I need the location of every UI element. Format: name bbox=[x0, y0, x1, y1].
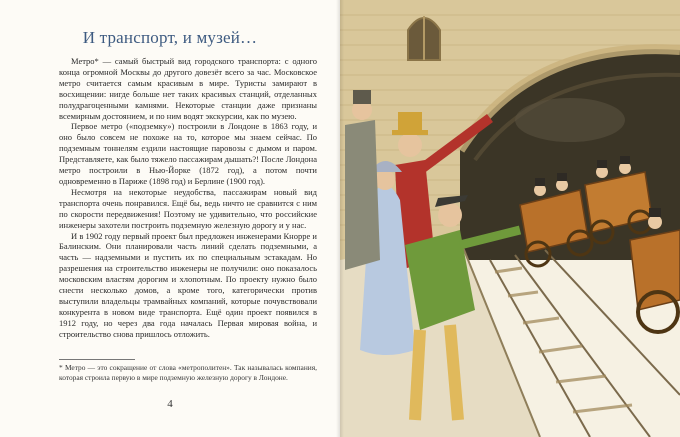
illustration bbox=[340, 0, 680, 437]
body-text bbox=[59, 56, 317, 340]
book-gutter bbox=[336, 0, 344, 437]
footnote: * Метро — это сокращение от слова «метрополитен». Так называлась компания, которая строила первую в мире подземную железную дорогу в Лондоне. bbox=[59, 363, 317, 382]
paragraph: Метро* — самый быстрый вид городского транспорта: с одного конца огромной Москвы до другого довезёт всего за час. Московское метро считается самым красивым в мире. Туристы замирают в восхищении: нигде больше нет таких красивых станций, отделанных полудрагоценными камнями. Некоторые станции даже признаны всемирным достоянием, и по ним водят экскурсии, как по музею. bbox=[59, 56, 317, 121]
page-title: И транспорт, и музей… bbox=[82, 28, 258, 47]
paragraph: И в 1902 году первый проект был предложен инженерами Кнорре и Балинским. Они планировали часть линий сделать подземными, а часть — надземными и пустить их по специальным эстакадам. Но разрешения на строительство инженеры не получили: оно показалось московским властям дорогим и хлопотным. По проекту нужно было снести несколько домов, а кроме того, категорически против выступили владельцы трамвайных компаний, которые почувствовали конкурента в новом виде транспорта. Ещё один проект появился в 1912 году, но через два года началась Первая мировая война, и строительство снова пришлось отложить. bbox=[59, 230, 317, 339]
paragraph: Первое метро («подземку») построили в Лондоне в 1863 году, и оно было совсем не похоже на то, которое мы знаем сейчас. По подземным тоннелям ездили настоящие паровозы с дымом и паром. Представляете, как было тяжело пассажирам дышать?! После Лондона метро построили в Нью-Йорке (1872 год), а потом почти одновременно в Париже (1898 год) и Берлине (1900 год). bbox=[59, 121, 317, 186]
paragraph: Несмотря на некоторые неудобства, пассажирам новый вид транспорта очень понравился. Ещё бы, ведь ничто не сравнится с ним по скорости передвижения! Поэтому не удивительно, что российские инженеры захотели построить подземную железную дорогу и у нас. bbox=[59, 186, 317, 230]
page-number: 4 bbox=[167, 398, 173, 410]
footnote-divider bbox=[59, 359, 135, 360]
right-page bbox=[340, 0, 680, 437]
